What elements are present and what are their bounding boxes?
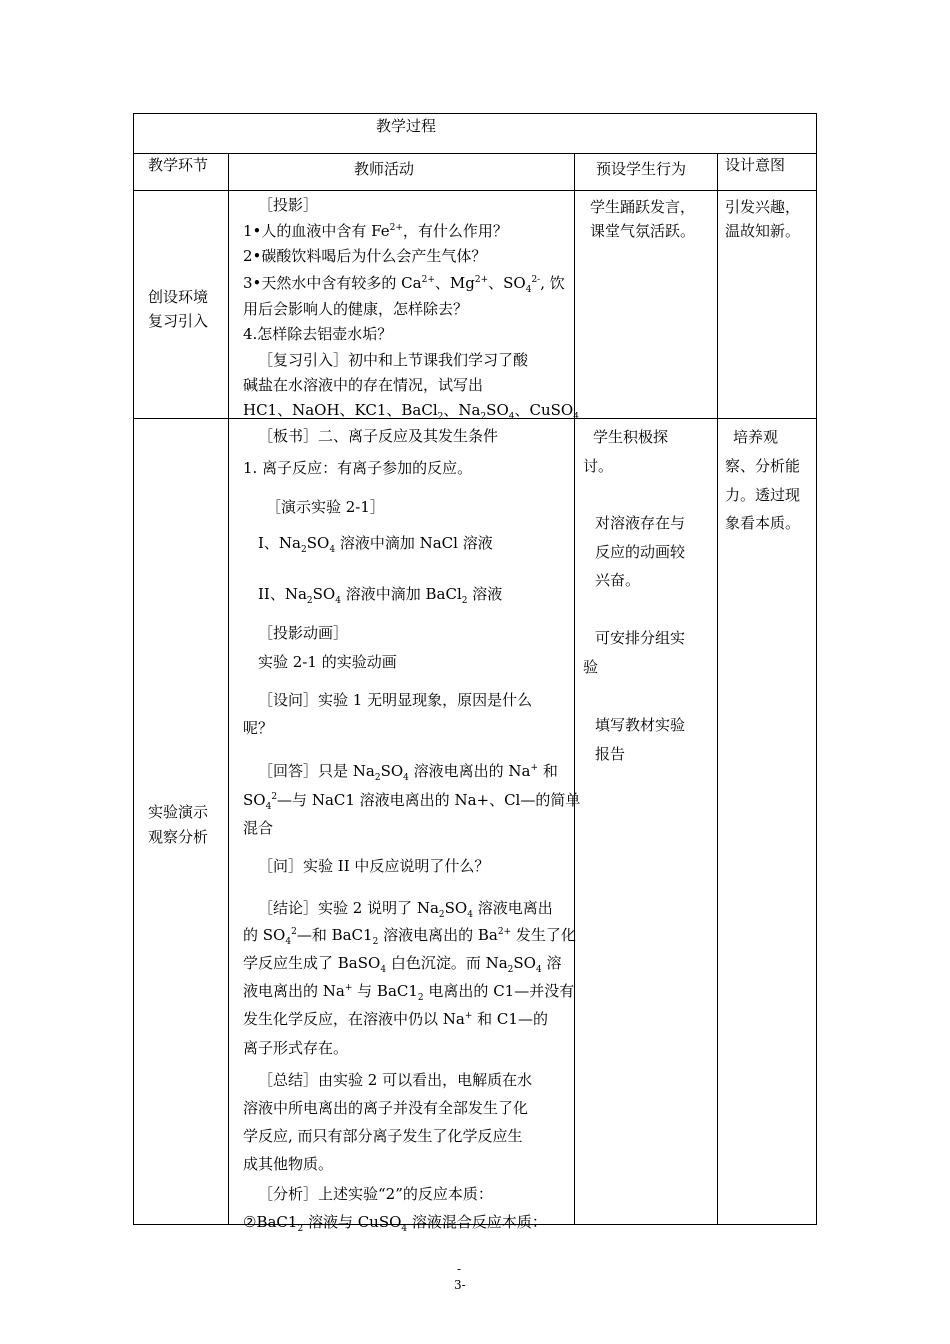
row1-phase-line1: 创设环境 (148, 288, 209, 306)
table-border-top (133, 113, 817, 114)
teaching-process-table (133, 113, 817, 1234)
row2-teacher-line: 成其他物质。 (243, 1155, 334, 1173)
row2-student-line: 反应的动画较 (595, 543, 686, 561)
row1-student-line2: 课堂气氛活跃。 (590, 222, 696, 240)
row2-student-line: 验 (583, 658, 599, 676)
row2-student-line: 讨。 (583, 457, 614, 475)
row2-teacher-line: 发生化学反应，在溶液中仍以 Na+ 和 C1—的 (243, 1010, 548, 1028)
row2-teacher-line: 呢？ (243, 719, 274, 737)
row2-teacher-line: Ⅰ、$Na_2SO_4$ 溶液中滴加 NaCl 溶液 (258, 534, 493, 555)
row2-teacher-line: ［分析］上述实验“2”的反应本质： (258, 1185, 493, 1203)
row2-teacher-line: $SO_4^2—$与 NaC1 溶液电离出的 Na+、Cl—的简单 (243, 791, 581, 812)
row1-teacher-line: ［投影］ (258, 196, 319, 214)
row1-teacher-line: 用后会影响人的健康，怎样除去？ (243, 300, 469, 318)
row2-teacher-line: 学反应, 而只有部分离子发生了化学反应生 (243, 1127, 523, 1145)
row2-teacher-line: ［设问］实验 1 无明显现象，原因是什么 (258, 691, 533, 709)
col-divider-1 (228, 153, 229, 1225)
row2-intent-line: 象看本质。 (725, 514, 801, 532)
row1-teacher-line: 4.怎样除去铝壶水垢？ (243, 325, 393, 343)
row2-student-line: 学生积极探 (593, 428, 669, 446)
row1-intent-line2: 温故知新。 (725, 222, 801, 240)
row2-teacher-line: ［结论］实验 2 说明了 $Na_2SO_4$ 溶液电离出 (258, 899, 553, 920)
row2-teacher-line: ［回答］只是 $Na_2SO_4$ 溶液电离出的 Na+ 和 (258, 762, 558, 783)
row1-student-line1: 学生踊跃发言， (590, 198, 696, 216)
row2-teacher-line: 的 $SO_4^2—$和 $BaC1_2$ 溶液电离出的 $Ba^{2+}$ 发生了化 (243, 926, 576, 947)
row2-teacher-line: 混合 (243, 819, 274, 837)
row2-student-line: 报告 (595, 745, 626, 763)
row2-student-line: 可安排分组实 (595, 629, 686, 647)
row2-teacher-line: 学反应生成了 BaSO$_4$ 白色沉淀。而 $Na_2SO_4$ 溶 (243, 954, 562, 975)
row2-teacher-line: ［问］实验 II 中反应说明了什么？ (258, 857, 490, 875)
row2-teacher-line: ［总结］由实验 2 可以看出，电解质在水 (258, 1071, 533, 1089)
row2-teacher-line: 溶液中所电离出的离子并没有全部发生了化 (243, 1099, 529, 1117)
row1-teacher-line: ［复习引入］初中和上节课我们学习了酸 (258, 351, 529, 369)
footer-dash: - (457, 1262, 462, 1276)
row2-phase-line1: 实验演示 (148, 803, 209, 821)
col-divider-2 (574, 153, 575, 1225)
header-teacher: 教师活动 (354, 160, 415, 178)
table-border-left (133, 113, 134, 1225)
row2-teacher-line: ［板书］二、离子反应及其发生条件 (258, 427, 499, 445)
row1-intent-line1: 引发兴趣， (725, 198, 801, 216)
row2-student-line: 填写教材实验 (595, 716, 686, 734)
row2-teacher-line: 液电离出的 Na+ 与 $BaC1_2$ 电离出的 C1—并没有 (243, 982, 575, 1003)
row2-student-line: 对溶液存在与 (595, 514, 686, 532)
row2-intent-line: 力。透过现 (725, 486, 801, 504)
header-row-divider (133, 190, 817, 191)
header-student: 预设学生行为 (596, 160, 687, 178)
col-divider-3 (717, 153, 718, 1225)
table-border-right (816, 113, 817, 1225)
row2-teacher-line: 离子形式存在。 (243, 1039, 349, 1057)
header-phase: 教学环节 (148, 156, 209, 174)
row2-phase-line2: 观察分析 (148, 828, 209, 846)
row2-teacher-line: 1. 离子反应：有离子参加的反应。 (243, 459, 473, 477)
row1-teacher-line: 碱盐在水溶液中的存在情况，试写出 (243, 376, 484, 394)
table-title: 教学过程 (376, 117, 437, 135)
row2-teacher-line-cut: $②BaC1_2$ 溶液与 CuSO$_4$ 溶液混合反应本质： (243, 1213, 547, 1234)
row2-intent-line: 培养观 (733, 428, 779, 446)
row2-teacher-line: 实验 2-1 的实验动画 (258, 653, 397, 671)
row2-student-line: 兴奋。 (595, 571, 641, 589)
row2-intent-line: 察、分析能 (725, 457, 801, 475)
header-intent: 设计意图 (725, 156, 786, 174)
row1-teacher-line: 2•碳酸饮料喝后为什么会产生气体？ (243, 247, 487, 265)
row1-teacher-line: 3•天然水中含有较多的 $Ca^{2+}$、$Mg^{2+}$、$SO_4^{2-}$, 饮 (243, 274, 565, 295)
row2-teacher-line: II、$Na_2SO_4$ 溶液中滴加 BaCl$_2$ 溶液 (258, 585, 503, 606)
row1-teacher-line: HC1、NaOH、KC1、BaCl$_2$、$Na_2SO_4$、CuSO$_4$ (243, 401, 579, 422)
row2-teacher-line: ［投影动画］ (258, 624, 349, 642)
row1-teacher-line: 1•人的血液中含有 $Fe^{2+}$，有什么作用？ (243, 222, 508, 240)
title-row-divider (133, 153, 817, 154)
row1-phase-line2: 复习引入 (148, 312, 209, 330)
page-number: 3- (454, 1278, 466, 1292)
row2-teacher-line: ［演示实验 2-1］ (266, 498, 385, 516)
